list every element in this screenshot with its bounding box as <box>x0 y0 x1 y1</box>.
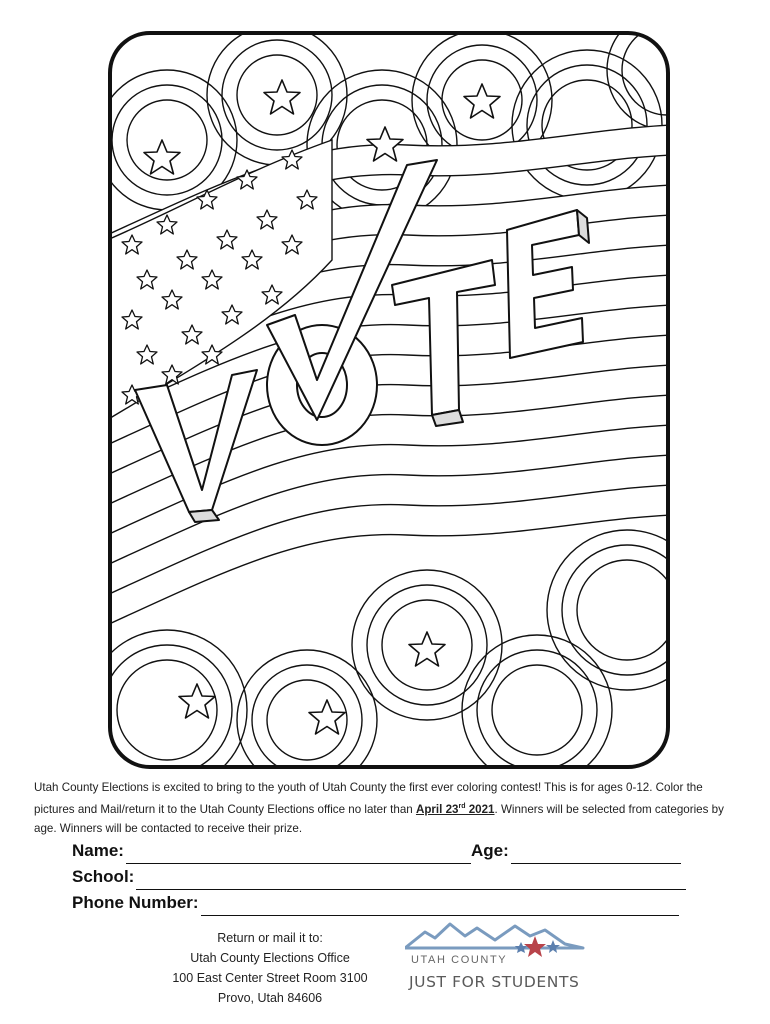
intro-text-before: Utah County Elections is excited to bring to the youth of Utah County the first ever coloring contest! This is for ages 0-12. Color the pictures and Mail/return it to the Utah County Elections office no later than <box>34 781 703 816</box>
phone-field[interactable] <box>201 897 679 916</box>
deadline-year: 2021 <box>465 802 495 816</box>
return-address <box>150 928 390 1008</box>
return-line-1: Return or mail it to: <box>217 931 323 945</box>
return-line-4: Provo, Utah 84606 <box>217 991 323 1005</box>
phone-row <box>72 890 692 916</box>
name-field[interactable] <box>126 845 471 864</box>
deadline-date <box>416 803 495 816</box>
school-row <box>72 864 692 890</box>
return-line-3: 100 East Center Street Room 3100 <box>172 971 368 985</box>
phone-label: Phone Number: <box>72 893 199 912</box>
logo-line-1: UTAH COUNTY <box>411 954 508 966</box>
name-age-row <box>72 838 692 864</box>
intro-text-after: . Winners will be selected from categories by age. Winners will be contacted to receive their prize. <box>34 802 724 835</box>
entry-form <box>72 838 692 916</box>
age-field[interactable] <box>511 845 681 864</box>
name-label: Name: <box>72 841 124 860</box>
school-field[interactable] <box>136 871 686 890</box>
top-circles <box>107 30 671 220</box>
vote-coloring-illustration <box>107 30 671 770</box>
school-label: School: <box>72 867 135 886</box>
mountains-stars-icon <box>405 918 585 958</box>
age-label: Age: <box>470 841 509 860</box>
utah-county-logo <box>405 918 585 998</box>
deadline-suffix: rd <box>458 803 466 810</box>
logo-line-2: JUST FOR STUDENTS <box>409 973 580 991</box>
contest-description <box>34 778 734 838</box>
deadline-day: April 23 <box>415 802 459 816</box>
return-line-2: Utah County Elections Office <box>190 951 350 965</box>
